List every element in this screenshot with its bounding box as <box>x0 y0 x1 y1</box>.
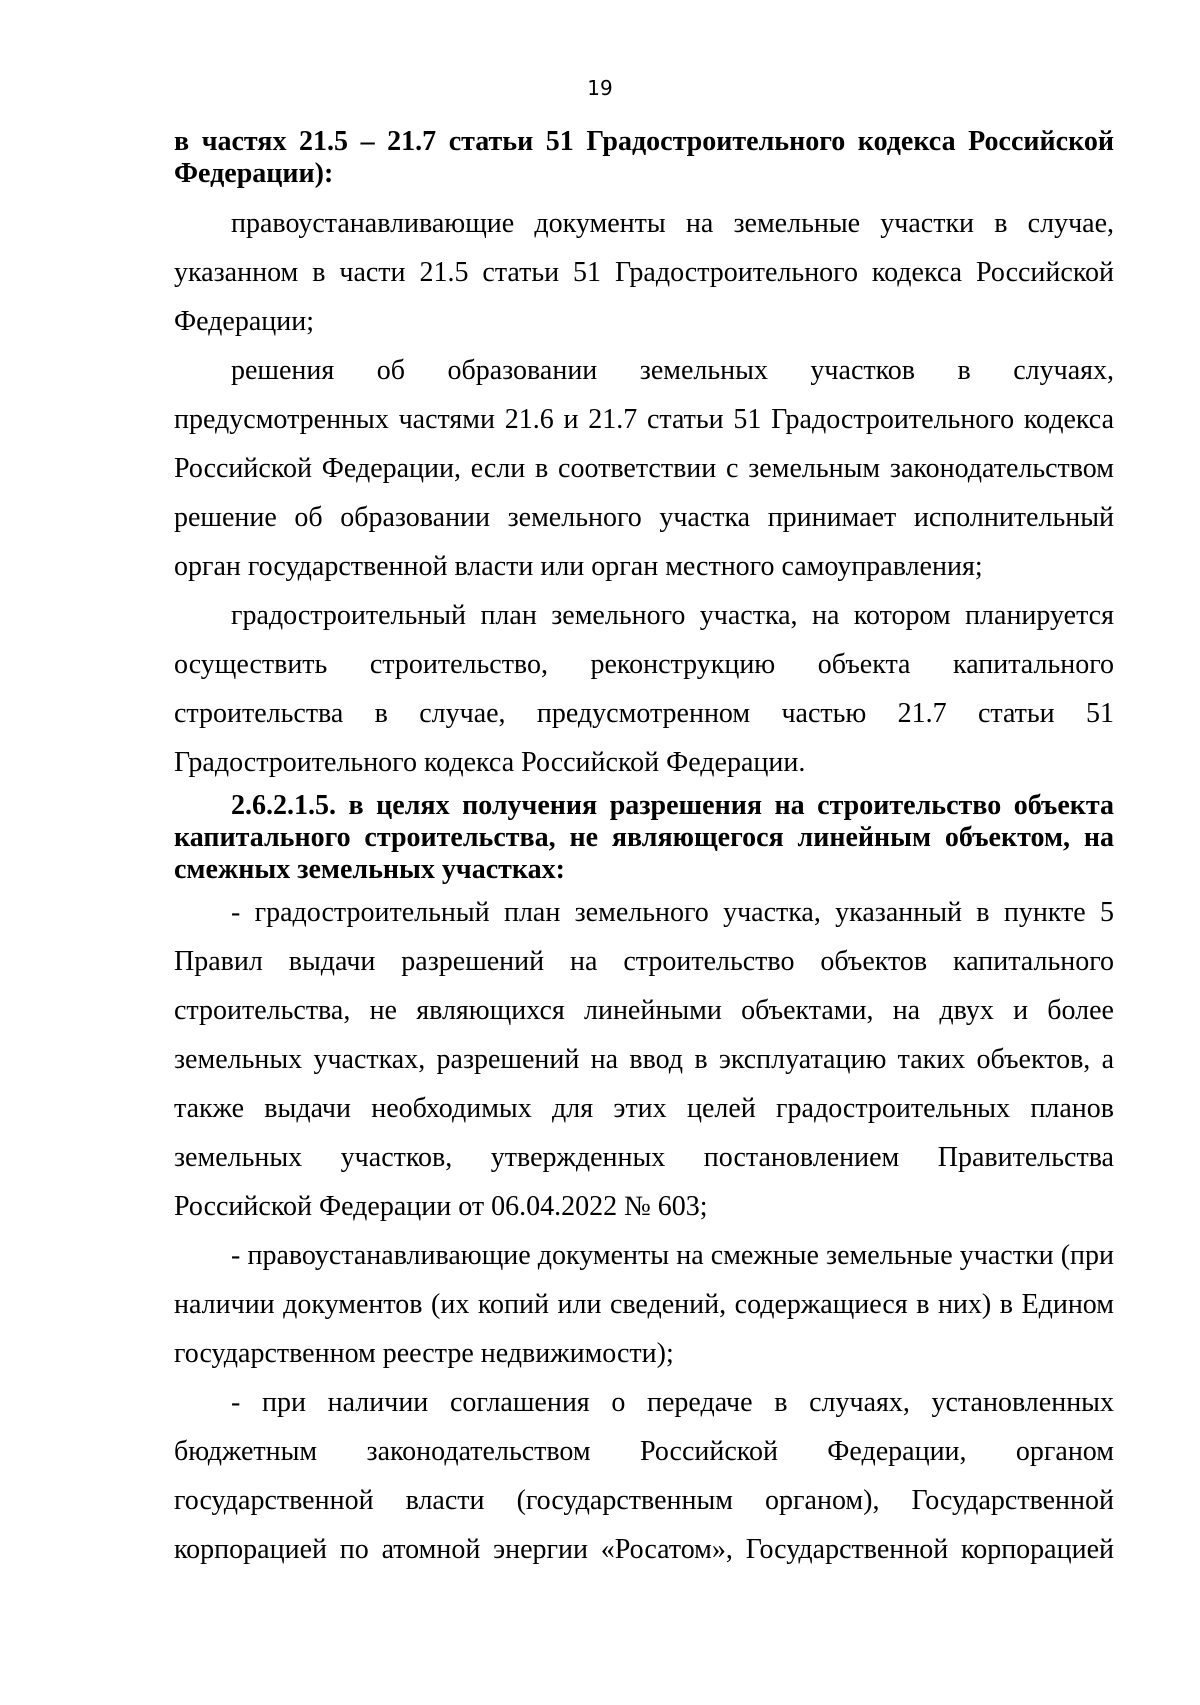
list-item-urban-plan: - градостроительный план земельного участка, указанный в пункте 5 Правил выдачи разрешений на строительство объектов капитального строительства, не являющихся линейными объектами, на двух и более земельных участках, разрешений на ввод в эксплуатацию таких объектов, а также выдачи необходимых для этих целей градостроительных планов земельных участков, утвержденных постановлением Правительства Российской Федерации от 06.04.2022 № 603; <box>174 897 1114 1222</box>
paragraph-title-documents: правоустанавливающие документы на земельные участки в случае, указанном в части 21.5 статьи 51 Градостроительного кодекса Российской Федерации; <box>174 208 1114 337</box>
document-body <box>174 126 1114 1574</box>
list-item-title-documents: - правоустанавливающие документы на смежные земельные участки (при наличии документов (их копий или сведений, содержащиеся в них) в Едином государственном реестре недвижимости); <box>174 1240 1114 1369</box>
section-heading-2-6-2-1-5: 2.6.2.1.5. в целях получения разрешения на строительство объекта капитального строительства, не являющегося линейным объектом, на смежных земельных участках: <box>174 790 1114 885</box>
paragraph-urban-plan: градостроительный план земельного участка, на котором планируется осуществить строительство, реконструкцию объекта капитального строительства в случае, предусмотренном частью 21.7 статьи 51 Градостроительного кодекса Российской Федерации. <box>174 600 1114 778</box>
paragraph-land-decisions: решения об образовании земельных участков в случаях, предусмотренных частями 21.6 и 21.7 статьи 51 Градостроительного кодекса Российской Федерации, если в соответствии с земельным законодательством решение об образовании земельного участка принимает исполнительный орган государственной власти или орган местного самоуправления; <box>174 355 1114 582</box>
section-heading-continued: в частях 21.5 – 21.7 статьи 51 Градостроительного кодекса Российской Федерации): <box>174 126 1114 189</box>
page-number: 19 <box>587 76 613 100</box>
list-item-agreement: - при наличии соглашения о передаче в случаях, установленных бюджетным законодательством Российской Федерации, органом государственной власти (государственным органом), Государственной корпорацией по атомной энергии «Росатом», Государственной корпорацией <box>174 1387 1114 1565</box>
